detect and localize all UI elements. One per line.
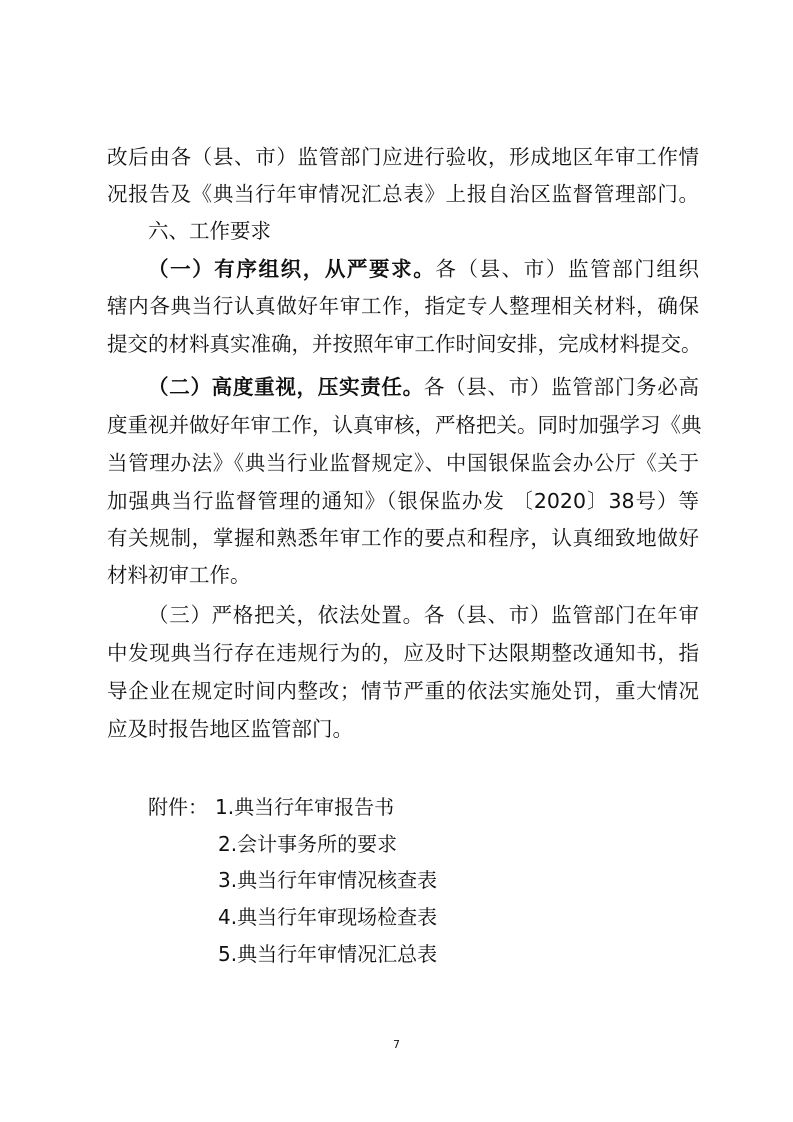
paragraph-intro-line-2: 况报告及《典当行年审情况汇总表》上报自治区监督管理部门。 xyxy=(107,182,699,206)
attachment-item-5: 5.典当行年审情况汇总表 xyxy=(218,942,438,966)
item3-line-2: 中发现典当行存在违规行为的，应及时下达限期整改通知书，指 xyxy=(107,641,699,665)
item1-line-3: 提交的材料真实准确，并按照年审工作时间安排，完成材料提交。 xyxy=(107,332,702,356)
attachment-item-3: 3.典当行年审情况核查表 xyxy=(218,868,438,892)
attachments-label: 附件： xyxy=(148,795,208,819)
attachment-item-4: 4.典当行年审现场检查表 xyxy=(218,905,438,929)
item2-line-1 xyxy=(148,372,699,402)
item1-line-1 xyxy=(148,254,699,284)
item1-line-2: 辖内各典当行认真做好年审工作，指定专人整理相关材料，确保 xyxy=(107,294,699,318)
item2-line-5: 有关规制，掌握和熟悉年审工作的要点和程序，认真细致地做好 xyxy=(107,526,699,550)
item2-line-4: 加强典当行监督管理的通知》（银保监办发 〔2020〕38号）等 xyxy=(107,489,699,513)
item2-title: （二）高度重视，压实责任。 xyxy=(148,375,424,399)
attachment-item-1: 1.典当行年审报告书 xyxy=(215,795,395,819)
item3-line-1: （三）严格把关，依法处置。各（县、市）监管部门在年审 xyxy=(148,603,699,627)
item2-line-2: 度重视并做好年审工作，认真审核，严格把关。同时加强学习《典 xyxy=(107,413,702,437)
item2-line-1-text: 各（县、市）监管部门务必高 xyxy=(423,375,699,399)
item3-line-4: 应及时报告地区监管部门。 xyxy=(107,717,353,741)
item1-line-1-text: 各（县、市）监管部门组织 xyxy=(435,257,700,281)
attachment-item-2: 2.会计事务所的要求 xyxy=(218,832,398,856)
paragraph-intro-line-1: 改后由各（县、市）监管部门应进行验收，形成地区年审工作情 xyxy=(107,145,699,169)
item2-line-6: 材料初审工作。 xyxy=(107,563,251,587)
item1-title: （一）有序组织，从严要求。 xyxy=(148,257,436,281)
page-number: 7 xyxy=(393,1038,400,1051)
section-heading: 六、工作要求 xyxy=(148,219,271,243)
item3-line-3: 导企业在规定时间内整改；情节严重的依法实施处罚，重大情况 xyxy=(107,679,699,703)
item2-line-3: 当管理办法》《典当行业监督规定》、中国银保监会办公厅《关于 xyxy=(107,451,699,475)
